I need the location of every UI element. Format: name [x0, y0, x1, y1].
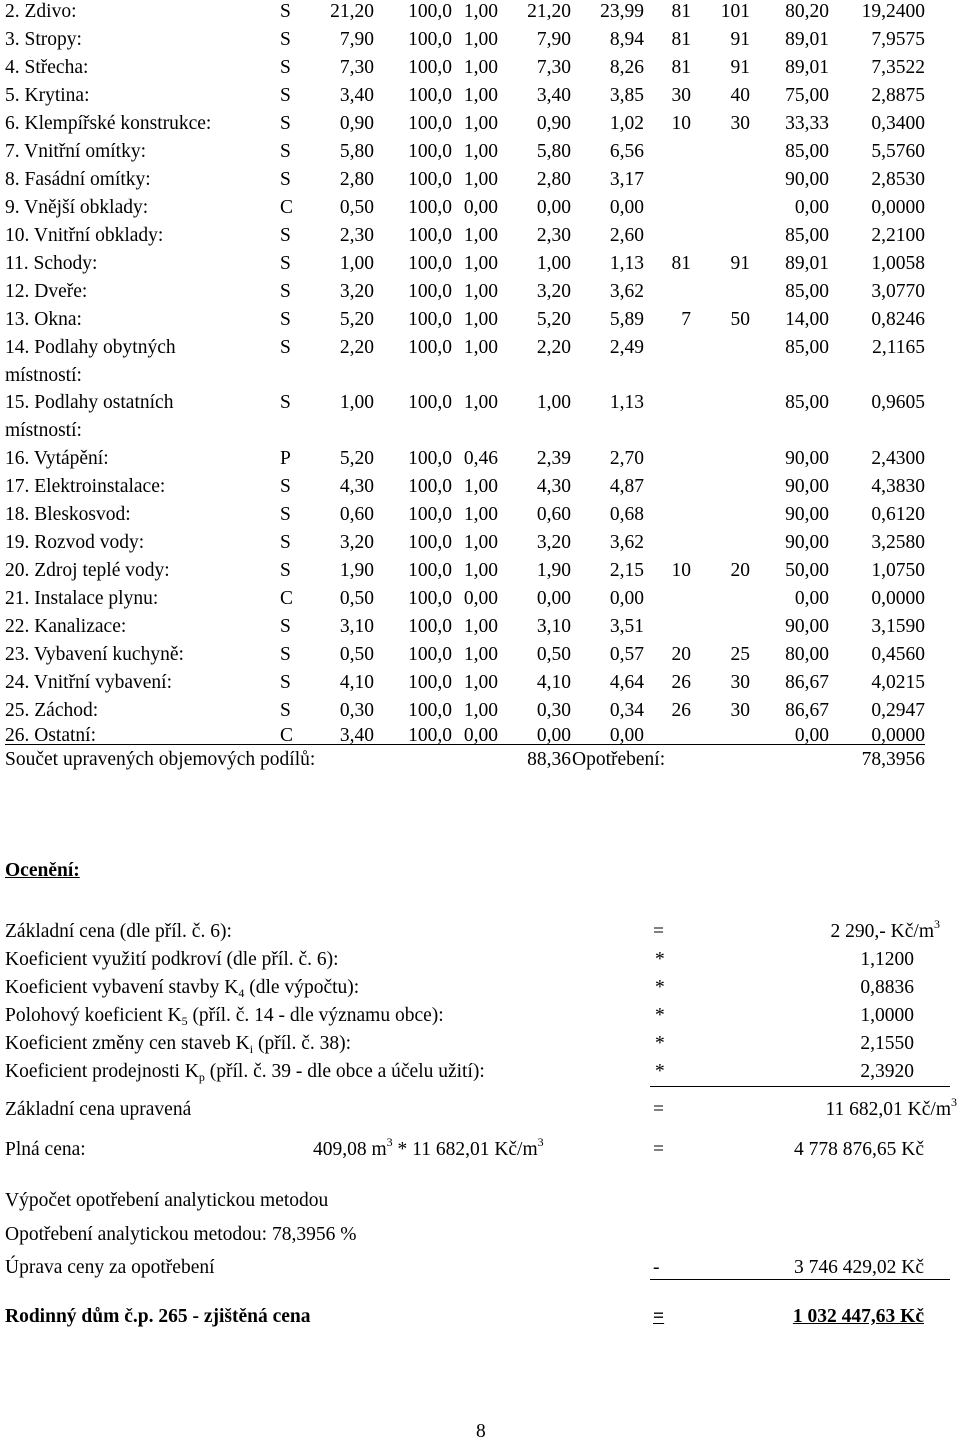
- row-v8: 89,01: [785, 29, 829, 50]
- row-v4: 3,20: [536, 532, 571, 553]
- row-v1: 5,80: [339, 141, 374, 162]
- row-label: 20. Zdroj teplé vody:: [5, 560, 170, 581]
- row-v5: 0,57: [609, 644, 644, 665]
- row-v9: 2,4300: [871, 448, 925, 469]
- k5-value: 1,0000: [860, 1005, 914, 1026]
- row-label: 6. Klempířské konstrukce:: [5, 113, 212, 134]
- row-v5: 5,89: [609, 309, 644, 330]
- row-label: 12. Dveře:: [5, 281, 88, 302]
- row-v7: 91: [730, 57, 750, 78]
- row-v7: 30: [730, 700, 750, 721]
- row-v3: 1,00: [463, 85, 498, 106]
- wear-adjust-value: 3 746 429,02 Kč: [794, 1257, 924, 1278]
- row-v1: 2,80: [339, 169, 374, 190]
- row-v7: 101: [720, 1, 750, 22]
- row-v3: 1,00: [463, 392, 498, 413]
- result-op: =: [653, 1306, 665, 1327]
- row-type: S: [280, 532, 291, 553]
- row-type: S: [280, 1, 291, 22]
- valuation-heading: Ocenění:: [5, 860, 80, 881]
- ki-value: 2,1550: [860, 1033, 914, 1054]
- row-v4: 0,00: [536, 725, 571, 746]
- row-v1: 3,40: [339, 725, 374, 746]
- row-v9: 1,0750: [871, 560, 925, 581]
- row-v3: 1,00: [463, 532, 498, 553]
- row-v7: 50: [730, 309, 750, 330]
- row-v8: 90,00: [785, 448, 829, 469]
- row-v1: 3,10: [339, 616, 374, 637]
- row-v7: 30: [730, 672, 750, 693]
- row-v4: 7,30: [536, 57, 571, 78]
- row-v8: 90,00: [785, 169, 829, 190]
- row-v1: 7,90: [339, 29, 374, 50]
- k-attic-value: 1,1200: [860, 949, 914, 970]
- row-v4: 7,90: [536, 29, 571, 50]
- ki-label: Koeficient změny cen staveb $K_i$ (příl. č. 38):: [5, 1033, 352, 1056]
- k4-label: Koeficient vybavení stavby $K_4$ (dle výpočtu):: [5, 977, 360, 1000]
- row-v2: 100,0: [408, 309, 452, 330]
- adjusted-value: 11 682,01 $Kč/m^3$: [825, 1095, 957, 1120]
- row-label: 17. Elektroinstalace:: [5, 476, 166, 497]
- row-v4: 5,80: [536, 141, 571, 162]
- result-value: 1 032 447,63 Kč: [792, 1306, 924, 1327]
- row-label: 5. Krytina:: [5, 85, 90, 106]
- row-type: P: [280, 448, 291, 469]
- row-v1: 0,50: [339, 588, 374, 609]
- row-v4: 0,00: [536, 588, 571, 609]
- row-v4: 1,00: [536, 392, 571, 413]
- row-v3: 1,00: [463, 169, 498, 190]
- row-v8: 85,00: [785, 281, 829, 302]
- row-v8: 50,00: [785, 560, 829, 581]
- row-v2: 100,0: [408, 197, 452, 218]
- row-label: 24. Vnitřní vybavení:: [5, 672, 172, 693]
- row-v7: 91: [730, 29, 750, 50]
- row-v5: 3,62: [609, 281, 644, 302]
- row-v9: 0,9605: [871, 392, 925, 413]
- row-type: C: [280, 588, 294, 609]
- row-v5: 0,68: [609, 504, 644, 525]
- row-v4: 0,30: [536, 700, 571, 721]
- row-v9: 0,0000: [871, 725, 925, 746]
- row-v5: 23,99: [600, 1, 644, 22]
- row-v8: 86,67: [785, 700, 829, 721]
- row-v4: 2,80: [536, 169, 571, 190]
- row-v9: 7,3522: [871, 57, 925, 78]
- row-v3: 1,00: [463, 337, 498, 358]
- k4-op: *: [655, 977, 665, 998]
- row-v3: 1,00: [463, 57, 498, 78]
- k4-value: 0,8836: [860, 977, 914, 998]
- row-v3: 1,00: [463, 225, 498, 246]
- row-type: S: [280, 504, 291, 525]
- wear-adjust-op: -: [653, 1257, 660, 1278]
- row-v4: 2,30: [536, 225, 571, 246]
- row-v2: 100,0: [408, 448, 452, 469]
- row-v2: 100,0: [408, 29, 452, 50]
- row-v1: 3,40: [339, 85, 374, 106]
- row-v9: 0,6120: [871, 504, 925, 525]
- row-v2: 100,0: [408, 85, 452, 106]
- row-type: S: [280, 225, 291, 246]
- row-v4: 3,10: [536, 616, 571, 637]
- row-type: S: [280, 309, 291, 330]
- row-v2: 100,0: [408, 141, 452, 162]
- row-v2: 100,0: [408, 725, 452, 746]
- row-v8: 85,00: [785, 141, 829, 162]
- row-v3: 1,00: [463, 616, 498, 637]
- row-v1: 5,20: [339, 309, 374, 330]
- adjusted-op: =: [653, 1099, 664, 1120]
- row-v2: 100,0: [408, 532, 452, 553]
- row-label: 14. Podlahy obytných: [5, 337, 176, 358]
- row-label: 16. Vytápění:: [5, 448, 109, 469]
- row-label: 3. Stropy:: [5, 29, 82, 50]
- row-v6: 30: [671, 85, 691, 106]
- row-v1: 2,30: [339, 225, 374, 246]
- row-type: S: [280, 85, 291, 106]
- row-type: S: [280, 476, 291, 497]
- row-v5: 4,64: [609, 672, 644, 693]
- row-type: S: [280, 700, 291, 721]
- row-v3: 1,00: [463, 113, 498, 134]
- row-v4: 0,60: [536, 504, 571, 525]
- full-price-calc: 409,08 $m^3 * 11$ 682,01 $Kč/m^3$: [313, 1135, 544, 1160]
- full-price-op: =: [653, 1139, 664, 1160]
- row-v3: 0,46: [463, 448, 498, 469]
- row-v7: 30: [730, 113, 750, 134]
- row-label: 22. Kanalizace:: [5, 616, 127, 637]
- row-v6: 26: [671, 672, 691, 693]
- row-v5: 0,34: [609, 700, 644, 721]
- row-v4: 3,40: [536, 85, 571, 106]
- row-v2: 100,0: [408, 560, 452, 581]
- row-v1: 3,20: [339, 281, 374, 302]
- row-v3: 1,00: [463, 476, 498, 497]
- row-v1: 4,10: [339, 672, 374, 693]
- row-label: 23. Vybavení kuchyně:: [5, 644, 184, 665]
- row-v9: 4,3830: [871, 476, 925, 497]
- row-v4: 2,39: [536, 448, 571, 469]
- row-label: 9. Vnější obklady:: [5, 197, 149, 218]
- row-v4: 0,90: [536, 113, 571, 134]
- row-v9: 0,0000: [871, 197, 925, 218]
- row-type: S: [280, 141, 291, 162]
- row-v6: 81: [671, 29, 691, 50]
- row-v9: 2,1165: [872, 337, 925, 358]
- row-v5: 1,02: [609, 113, 644, 134]
- wear-adjust-separator: [650, 1279, 950, 1280]
- row-v1: 21,20: [330, 1, 374, 22]
- row-v5: 4,87: [609, 476, 644, 497]
- result-label: Rodinný dům č.p. 265 - zjištěná cena: [5, 1306, 311, 1327]
- row-v4: 3,20: [536, 281, 571, 302]
- row-v3: 1,00: [463, 1, 498, 22]
- row-v2: 100,0: [408, 281, 452, 302]
- row-label: 2. Zdivo:: [5, 1, 77, 22]
- row-v8: 85,00: [785, 337, 829, 358]
- analytic-value: Opotřebení analytickou metodou: 78,3956 %: [5, 1224, 357, 1245]
- row-v5: 0,00: [609, 197, 644, 218]
- row-v6: 81: [671, 1, 691, 22]
- row-v9: 2,2100: [871, 225, 925, 246]
- row-v2: 100,0: [408, 392, 452, 413]
- row-v4: 2,20: [536, 337, 571, 358]
- row-v9: 3,1590: [871, 616, 925, 637]
- row-type: C: [280, 725, 294, 746]
- sum-separator: [5, 744, 925, 745]
- row-type: S: [280, 392, 291, 413]
- row-v1: 0,50: [339, 644, 374, 665]
- row-v2: 100,0: [408, 1, 452, 22]
- wear-label: Opotřebení:: [572, 749, 666, 770]
- base-price-value: 2 290,- $Kč/m^3$: [830, 917, 940, 942]
- row-v5: 2,49: [609, 337, 644, 358]
- row-v3: 1,00: [463, 253, 498, 274]
- row-v3: 1,00: [463, 560, 498, 581]
- row-v2: 100,0: [408, 672, 452, 693]
- ki-op: *: [655, 1033, 665, 1054]
- row-v2: 100,0: [408, 169, 452, 190]
- row-v8: 90,00: [785, 616, 829, 637]
- row-v2: 100,0: [408, 504, 452, 525]
- k5-op: *: [655, 1005, 665, 1026]
- row-v8: 0,00: [794, 588, 829, 609]
- sum-label: Součet upravených objemových podílů:: [5, 749, 316, 770]
- row-v5: 3,51: [609, 616, 644, 637]
- row-v5: 6,56: [609, 141, 644, 162]
- row-v5: 1,13: [609, 392, 644, 413]
- row-v3: 0,00: [463, 588, 498, 609]
- row-v6: 7: [681, 309, 691, 330]
- row-v1: 1,00: [339, 253, 374, 274]
- row-v9: 5,5760: [871, 141, 925, 162]
- k5-label: Polohový koeficient $K_5$ (příl. č. 14 - dle významu obce):: [5, 1005, 444, 1028]
- adjusted-label: Základní cena upravená: [5, 1099, 192, 1120]
- row-v5: 8,94: [609, 29, 644, 50]
- row-v6: 20: [671, 644, 691, 665]
- row-v9: 0,2947: [871, 700, 925, 721]
- row-label: 25. Záchod:: [5, 700, 99, 721]
- row-v3: 1,00: [463, 504, 498, 525]
- row-v2: 100,0: [408, 616, 452, 637]
- row-v4: 1,00: [536, 253, 571, 274]
- row-v1: 4,30: [339, 476, 374, 497]
- row-v9: 2,8875: [871, 85, 925, 106]
- row-v9: 3,0770: [871, 281, 925, 302]
- row-label: 8. Fasádní omítky:: [5, 169, 151, 190]
- row-type: S: [280, 57, 291, 78]
- row-v4: 0,00: [536, 197, 571, 218]
- row-v4: 4,10: [536, 672, 571, 693]
- wear-adjust-label: Úprava ceny za opotřebení: [5, 1257, 215, 1278]
- row-v4: 21,20: [527, 1, 571, 22]
- row-v2: 100,0: [408, 476, 452, 497]
- row-v1: 1,90: [339, 560, 374, 581]
- row-v8: 75,00: [785, 85, 829, 106]
- row-v8: 89,01: [785, 253, 829, 274]
- page-number: 8: [476, 1421, 486, 1442]
- row-v9: 19,2400: [861, 1, 925, 22]
- kp-value: 2,3920: [860, 1061, 914, 1082]
- row-label: 15. Podlahy ostatních: [5, 392, 174, 413]
- row-v9: 0,0000: [871, 588, 925, 609]
- row-v3: 1,00: [463, 309, 498, 330]
- row-v8: 85,00: [785, 225, 829, 246]
- row-type: S: [280, 169, 291, 190]
- row-label: 18. Bleskosvod:: [5, 504, 131, 525]
- row-label: 19. Rozvod vody:: [5, 532, 145, 553]
- row-v8: 90,00: [785, 504, 829, 525]
- sum-value: 88,36: [527, 749, 571, 770]
- row-v2: 100,0: [408, 644, 452, 665]
- row-v8: 85,00: [785, 392, 829, 413]
- base-price-op: =: [653, 921, 664, 942]
- full-price-value: 4 778 876,65 Kč: [794, 1139, 924, 1160]
- row-v8: 90,00: [785, 476, 829, 497]
- row-v9: 2,8530: [871, 169, 925, 190]
- row-v1: 0,30: [339, 700, 374, 721]
- row-v9: 4,0215: [871, 672, 925, 693]
- wear-value: 78,3956: [861, 749, 925, 770]
- row-label: 26. Ostatní:: [5, 725, 96, 746]
- row-v8: 89,01: [785, 57, 829, 78]
- row-label-continued: místností:: [5, 420, 82, 441]
- row-v5: 2,70: [609, 448, 644, 469]
- row-v9: 1,0058: [871, 253, 925, 274]
- row-type: S: [280, 644, 291, 665]
- row-v9: 0,8246: [871, 309, 925, 330]
- row-v6: 81: [671, 57, 691, 78]
- row-v7: 25: [730, 644, 750, 665]
- row-v6: 10: [671, 560, 691, 581]
- row-label: 7. Vnitřní omítky:: [5, 141, 147, 162]
- row-v1: 7,30: [339, 57, 374, 78]
- row-v8: 0,00: [794, 197, 829, 218]
- row-v8: 90,00: [785, 532, 829, 553]
- row-v1: 0,60: [339, 504, 374, 525]
- row-label: 21. Instalace plynu:: [5, 588, 159, 609]
- row-type: S: [280, 672, 291, 693]
- row-v5: 0,00: [609, 725, 644, 746]
- row-v1: 5,20: [339, 448, 374, 469]
- row-type: S: [280, 253, 291, 274]
- row-type: S: [280, 281, 291, 302]
- full-price-label: Plná cena:: [5, 1139, 86, 1160]
- row-v4: 4,30: [536, 476, 571, 497]
- row-v3: 0,00: [463, 725, 498, 746]
- row-v3: 0,00: [463, 197, 498, 218]
- row-v3: 1,00: [463, 700, 498, 721]
- row-v5: 3,85: [609, 85, 644, 106]
- row-v1: 0,50: [339, 197, 374, 218]
- row-v4: 5,20: [536, 309, 571, 330]
- row-label: 11. Schody:: [5, 253, 98, 274]
- row-v9: 3,2580: [871, 532, 925, 553]
- kp-label: Koeficient prodejnosti $K_p$ (příl. č. 39 - dle obce a účelu užití):: [5, 1061, 485, 1084]
- row-type: S: [280, 560, 291, 581]
- row-v5: 1,13: [609, 253, 644, 274]
- row-v4: 0,50: [536, 644, 571, 665]
- row-label: 13. Okna:: [5, 309, 82, 330]
- row-type: S: [280, 337, 291, 358]
- row-type: S: [280, 113, 291, 134]
- row-v8: 80,00: [785, 644, 829, 665]
- row-v5: 0,00: [609, 588, 644, 609]
- row-v7: 40: [730, 85, 750, 106]
- row-v1: 2,20: [339, 337, 374, 358]
- row-v1: 0,90: [339, 113, 374, 134]
- kp-op: *: [655, 1061, 665, 1082]
- row-v1: 3,20: [339, 532, 374, 553]
- analytic-title: Výpočet opotřebení analytickou metodou: [5, 1190, 329, 1211]
- row-v2: 100,0: [408, 225, 452, 246]
- row-label: 10. Vnitřní obklady:: [5, 225, 164, 246]
- k-attic-op: *: [655, 949, 665, 970]
- row-v5: 2,15: [609, 560, 644, 581]
- row-v2: 100,0: [408, 113, 452, 134]
- row-v9: 0,4560: [871, 644, 925, 665]
- row-v2: 100,0: [408, 588, 452, 609]
- row-v8: 14,00: [785, 309, 829, 330]
- row-v2: 100,0: [408, 337, 452, 358]
- row-v8: 86,67: [785, 672, 829, 693]
- row-v5: 3,17: [609, 169, 644, 190]
- row-v4: 1,90: [536, 560, 571, 581]
- row-v8: 0,00: [794, 725, 829, 746]
- row-v6: 81: [671, 253, 691, 274]
- row-v3: 1,00: [463, 29, 498, 50]
- row-v2: 100,0: [408, 253, 452, 274]
- row-v5: 2,60: [609, 225, 644, 246]
- row-v7: 20: [730, 560, 750, 581]
- coefficients-separator: [650, 1086, 950, 1087]
- row-v3: 1,00: [463, 281, 498, 302]
- row-v2: 100,0: [408, 57, 452, 78]
- row-v8: 80,20: [785, 1, 829, 22]
- row-v5: 8,26: [609, 57, 644, 78]
- row-v3: 1,00: [463, 644, 498, 665]
- row-label: 4. Střecha:: [5, 57, 89, 78]
- row-type: S: [280, 29, 291, 50]
- row-v8: 33,33: [785, 113, 829, 134]
- k-attic-label: Koeficient využití podkroví (dle příl. č. 6):: [5, 949, 339, 970]
- row-v5: 3,62: [609, 532, 644, 553]
- row-v9: 7,9575: [871, 29, 925, 50]
- row-v7: 91: [730, 253, 750, 274]
- row-v6: 26: [671, 700, 691, 721]
- row-v3: 1,00: [463, 141, 498, 162]
- row-type: S: [280, 616, 291, 637]
- row-type: C: [280, 197, 294, 218]
- row-v2: 100,0: [408, 700, 452, 721]
- row-v3: 1,00: [463, 672, 498, 693]
- row-v1: 1,00: [339, 392, 374, 413]
- row-label-continued: místností:: [5, 365, 82, 386]
- row-v9: 0,3400: [871, 113, 925, 134]
- base-price-label: Základní cena (dle příl. č. 6):: [5, 921, 232, 942]
- row-v6: 10: [671, 113, 691, 134]
